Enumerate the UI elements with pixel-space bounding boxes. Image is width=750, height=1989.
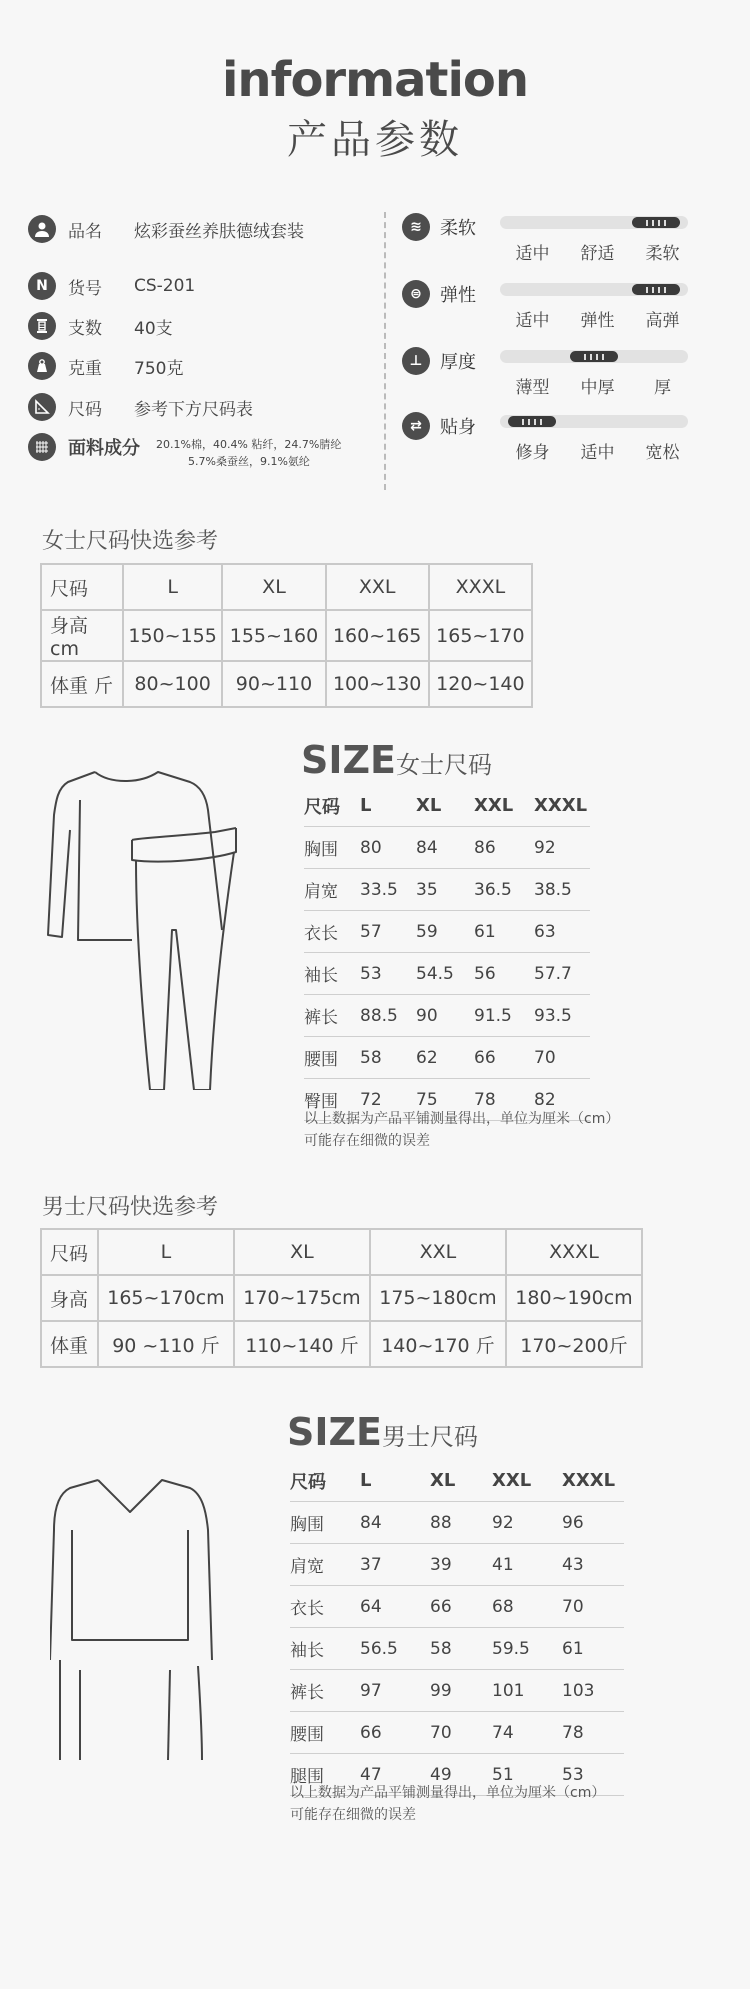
table-cell: 53 xyxy=(562,1754,624,1796)
table-cell: XXXL xyxy=(429,564,532,610)
table-cell: 68 xyxy=(492,1586,562,1628)
table-cell: 35 xyxy=(416,869,474,911)
table-row xyxy=(41,661,532,707)
table-cell: XXXL xyxy=(562,1460,624,1502)
women-size-note xyxy=(304,1108,619,1152)
scale-label: 适中 xyxy=(515,244,550,264)
row-header-cell: 身高 cm xyxy=(41,610,123,661)
attribute-scale xyxy=(500,373,695,398)
scale-label: 中厚 xyxy=(580,378,615,398)
table-cell: 66 xyxy=(430,1586,492,1628)
table-cell: 70 xyxy=(430,1712,492,1754)
table-cell: 47 xyxy=(360,1754,430,1796)
table-row xyxy=(304,1037,590,1079)
section-divider xyxy=(384,212,386,490)
table-row xyxy=(304,995,590,1037)
table-cell: 59 xyxy=(416,911,474,953)
info-label: 支数 xyxy=(68,318,102,339)
info-value: CS-201 xyxy=(134,276,196,296)
women-size-table xyxy=(304,785,590,1121)
table-cell: 75 xyxy=(416,1079,474,1121)
scale-label: 高弹 xyxy=(645,311,680,331)
table-cell: 57 xyxy=(360,911,416,953)
title-cn: 产品参数 xyxy=(287,117,463,163)
scale-label: 适中 xyxy=(580,443,615,463)
scale-label: 弹性 xyxy=(580,311,615,331)
attribute-scale xyxy=(500,239,695,264)
yarn-spool-icon xyxy=(28,312,56,340)
elastic-icon: ⊜ xyxy=(402,280,430,308)
table-cell: 51 xyxy=(492,1754,562,1796)
table-header-row xyxy=(290,1460,624,1502)
table-cell: 38.5 xyxy=(534,869,590,911)
women-size-title: SIZE女士尺码 xyxy=(301,738,493,782)
table-cell: 99 xyxy=(430,1670,492,1712)
men-quick-title: 男士尺码快选参考 xyxy=(42,1195,219,1220)
table-cell: 37 xyxy=(360,1544,430,1586)
table-cell: 41 xyxy=(492,1544,562,1586)
table-cell: 140~170 斤 xyxy=(370,1321,506,1367)
measure-label-cell: 腰围 xyxy=(304,1037,360,1079)
table-header-row xyxy=(304,785,590,827)
table-cell: L xyxy=(123,564,223,610)
row-header-cell: 体重 xyxy=(41,1321,98,1367)
table-row xyxy=(290,1502,624,1544)
table-cell: 90 ~110 斤 xyxy=(98,1321,234,1367)
table-cell: 120~140 xyxy=(429,661,532,707)
attribute-level-indicator xyxy=(632,284,680,295)
attribute-name: 弹性 xyxy=(440,285,476,306)
attribute-scale xyxy=(500,438,695,463)
men-quick-table xyxy=(40,1228,643,1368)
attribute-name: 贴身 xyxy=(440,417,476,438)
table-cell: 78 xyxy=(474,1079,534,1121)
table-cell: 110~140 斤 xyxy=(234,1321,370,1367)
table-cell: 91.5 xyxy=(474,995,534,1037)
table-cell: 66 xyxy=(360,1712,430,1754)
table-cell: 93.5 xyxy=(534,995,590,1037)
table-cell: XL xyxy=(416,785,474,827)
table-cell: 54.5 xyxy=(416,953,474,995)
scale-label: 厚 xyxy=(654,378,671,398)
n-badge-icon: N xyxy=(28,272,56,300)
table-cell: 86 xyxy=(474,827,534,869)
measure-label-cell: 肩宽 xyxy=(290,1544,360,1586)
table-cell: 88 xyxy=(430,1502,492,1544)
scale-label: 柔软 xyxy=(645,244,680,264)
table-row xyxy=(290,1544,624,1586)
table-cell: XXL xyxy=(474,785,534,827)
women-quick-table xyxy=(40,563,533,708)
table-cell: 70 xyxy=(562,1586,624,1628)
table-cell: 170~175cm xyxy=(234,1275,370,1321)
table-cell: L xyxy=(360,1460,430,1502)
table-cell: XXXL xyxy=(506,1229,642,1275)
measure-label-cell: 胸围 xyxy=(290,1502,360,1544)
table-row xyxy=(41,610,532,661)
table-cell: 33.5 xyxy=(360,869,416,911)
table-cell: 49 xyxy=(430,1754,492,1796)
measure-label-cell: 腿围 xyxy=(290,1754,360,1796)
table-cell: XXL xyxy=(370,1229,506,1275)
measure-label-cell: 肩宽 xyxy=(304,869,360,911)
fit-icon: ⇄ xyxy=(402,412,430,440)
table-cell: 103 xyxy=(562,1670,624,1712)
table-cell: 56 xyxy=(474,953,534,995)
table-cell: XXXL xyxy=(534,785,590,827)
table-cell: L xyxy=(360,785,416,827)
table-cell: 72 xyxy=(360,1079,416,1121)
attribute-label xyxy=(402,412,476,440)
table-row xyxy=(41,1229,642,1275)
table-cell: 78 xyxy=(562,1712,624,1754)
table-cell: 63 xyxy=(534,911,590,953)
table-cell: 100~130 xyxy=(326,661,429,707)
table-row xyxy=(41,564,532,610)
note-line: 可能存在细微的误差 xyxy=(290,1807,416,1823)
table-cell: 150~155 xyxy=(123,610,223,661)
table-cell: 80 xyxy=(360,827,416,869)
table-cell: 84 xyxy=(416,827,474,869)
softness-icon: ≋ xyxy=(402,213,430,241)
attribute-name: 柔软 xyxy=(440,218,476,239)
measure-label-cell: 裤长 xyxy=(290,1670,360,1712)
attribute-level-bar xyxy=(500,350,688,363)
person-icon xyxy=(28,215,56,243)
table-cell: 61 xyxy=(474,911,534,953)
note-line: 可能存在细微的误差 xyxy=(304,1133,430,1149)
attribute-level-indicator xyxy=(570,351,618,362)
info-row-item-no xyxy=(28,272,195,300)
table-row xyxy=(304,869,590,911)
fabric-composition-line2: 5.7%桑蚕丝，9.1%氨纶 xyxy=(188,455,310,468)
table-cell: L xyxy=(98,1229,234,1275)
table-cell: 92 xyxy=(534,827,590,869)
measure-label-cell: 衣长 xyxy=(290,1586,360,1628)
info-row-yarn xyxy=(28,312,173,340)
info-value: 40支 xyxy=(134,318,173,339)
info-row-weight xyxy=(28,352,183,380)
table-cell: 59.5 xyxy=(492,1628,562,1670)
table-cell: 57.7 xyxy=(534,953,590,995)
attribute-label xyxy=(402,213,476,241)
info-label: 克重 xyxy=(68,358,102,379)
table-cell: 96 xyxy=(562,1502,624,1544)
note-line: 以上数据为产品平铺测量得出，单位为厘米（cm） xyxy=(304,1111,620,1127)
info-row-fabric xyxy=(28,433,140,461)
table-cell: 165~170cm xyxy=(98,1275,234,1321)
measure-label-cell: 腰围 xyxy=(290,1712,360,1754)
table-cell: 175~180cm xyxy=(370,1275,506,1321)
attribute-label xyxy=(402,280,476,308)
attribute-level-bar xyxy=(500,283,688,296)
table-cell: 43 xyxy=(562,1544,624,1586)
measure-label-cell: 尺码 xyxy=(304,785,360,827)
table-row xyxy=(304,911,590,953)
attribute-level-bar xyxy=(500,216,688,229)
attribute-level-bar xyxy=(500,415,688,428)
table-cell: 88.5 xyxy=(360,995,416,1037)
thickness-icon: ⊥ xyxy=(402,347,430,375)
info-label: 品名 xyxy=(68,221,102,242)
table-cell: 39 xyxy=(430,1544,492,1586)
men-size-note xyxy=(290,1782,605,1826)
table-cell: 58 xyxy=(360,1037,416,1079)
info-value: 750克 xyxy=(134,358,184,379)
scale-label: 舒适 xyxy=(580,244,615,264)
table-cell: 160~165 xyxy=(326,610,429,661)
table-row xyxy=(290,1670,624,1712)
fabric-grid-icon xyxy=(28,433,56,461)
table-row xyxy=(290,1628,624,1670)
attribute-level-indicator xyxy=(508,416,556,427)
table-row xyxy=(290,1586,624,1628)
scale-label: 修身 xyxy=(515,443,550,463)
title-en: information xyxy=(221,52,529,108)
table-cell: XL xyxy=(222,564,325,610)
row-header-cell: 体重 斤 xyxy=(41,661,123,707)
table-cell: 61 xyxy=(562,1628,624,1670)
info-label: 货号 xyxy=(68,278,102,299)
table-cell: XL xyxy=(430,1460,492,1502)
scale-label: 宽松 xyxy=(645,443,680,463)
table-cell: 84 xyxy=(360,1502,430,1544)
measure-label-cell: 袖长 xyxy=(304,953,360,995)
note-line: 以上数据为产品平铺测量得出，单位为厘米（cm） xyxy=(290,1785,606,1801)
table-cell: 97 xyxy=(360,1670,430,1712)
table-cell: 62 xyxy=(416,1037,474,1079)
row-header-cell: 身高 xyxy=(41,1275,98,1321)
scale-label: 薄型 xyxy=(515,378,550,398)
measure-label-cell: 裤长 xyxy=(304,995,360,1037)
table-cell: 64 xyxy=(360,1586,430,1628)
table-cell: 90 xyxy=(416,995,474,1037)
info-row-name xyxy=(28,215,304,243)
men-size-title: SIZE男士尺码 xyxy=(287,1410,479,1454)
table-cell: 66 xyxy=(474,1037,534,1079)
table-row xyxy=(304,953,590,995)
measure-label-cell: 胸围 xyxy=(304,827,360,869)
men-garment-illustration xyxy=(50,1470,220,1760)
weight-icon xyxy=(28,352,56,380)
measure-label-cell: 袖长 xyxy=(290,1628,360,1670)
attribute-scale xyxy=(500,306,695,331)
info-label: 面料成分 xyxy=(68,438,140,459)
table-cell: XL xyxy=(234,1229,370,1275)
info-row-size xyxy=(28,393,253,421)
attribute-level-indicator xyxy=(632,217,680,228)
table-cell: 82 xyxy=(534,1079,590,1121)
info-value: 参考下方尺码表 xyxy=(134,399,253,420)
table-cell: 36.5 xyxy=(474,869,534,911)
fabric-composition-line1: 20.1%棉，40.4% 粘纤，24.7%腈纶 xyxy=(156,438,342,451)
table-cell: 180~190cm xyxy=(506,1275,642,1321)
table-cell: 56.5 xyxy=(360,1628,430,1670)
table-row xyxy=(290,1712,624,1754)
scale-label: 适中 xyxy=(515,311,550,331)
table-cell: 165~170 xyxy=(429,610,532,661)
table-cell: 155~160 xyxy=(222,610,325,661)
table-cell: 53 xyxy=(360,953,416,995)
table-cell: 70 xyxy=(534,1037,590,1079)
table-cell: XXL xyxy=(326,564,429,610)
table-row xyxy=(41,1321,642,1367)
table-cell: 101 xyxy=(492,1670,562,1712)
measure-label-cell: 尺码 xyxy=(290,1460,360,1502)
row-header-cell: 尺码 xyxy=(41,564,123,610)
table-cell: 170~200斤 xyxy=(506,1321,642,1367)
table-cell: 92 xyxy=(492,1502,562,1544)
info-value: 炫彩蚕丝养肤德绒套装 xyxy=(134,221,304,242)
measure-label-cell: 衣长 xyxy=(304,911,360,953)
attribute-name: 厚度 xyxy=(440,352,476,373)
info-label: 尺码 xyxy=(68,399,102,420)
table-cell: 90~110 xyxy=(222,661,325,707)
attribute-label xyxy=(402,347,476,375)
men-size-table xyxy=(290,1460,624,1796)
row-header-cell: 尺码 xyxy=(41,1229,98,1275)
measure-label-cell: 臀围 xyxy=(304,1079,360,1121)
table-cell: 74 xyxy=(492,1712,562,1754)
table-row xyxy=(41,1275,642,1321)
women-garment-illustration xyxy=(40,760,250,1090)
table-cell: XXL xyxy=(492,1460,562,1502)
ruler-icon xyxy=(28,393,56,421)
women-quick-title: 女士尺码快选参考 xyxy=(42,529,219,554)
table-row xyxy=(304,827,590,869)
table-cell: 80~100 xyxy=(123,661,223,707)
table-cell: 58 xyxy=(430,1628,492,1670)
